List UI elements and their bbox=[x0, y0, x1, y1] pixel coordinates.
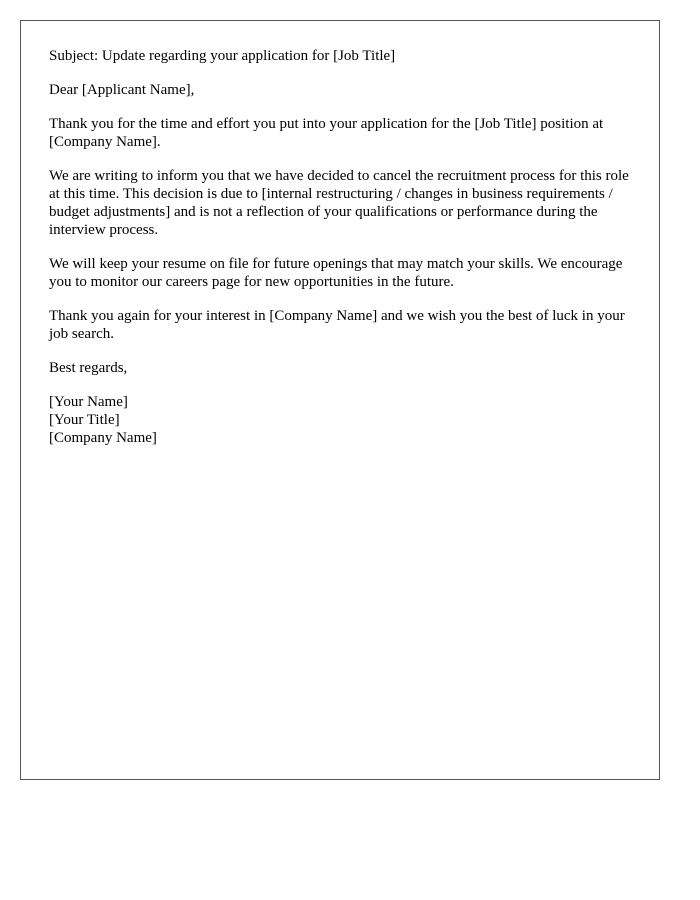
letter-paragraph-cancellation: We are writing to inform you that we have decided to cancel the recruitment process for this role at this time. This decision is due to [internal restructuring / changes in business requirements / budget adjustments] and is not a reflection of your qualifications or performance during the interview process. bbox=[49, 168, 629, 238]
letter-paragraph-resume: We will keep your resume on file for future openings that may match your skills. We encourage you to monitor our careers page for new opportunities in the future. bbox=[49, 256, 623, 290]
letter-closing: Best regards, bbox=[49, 360, 128, 376]
letter-salutation: Dear [Applicant Name], bbox=[49, 82, 195, 98]
letter-subject: Subject: Update regarding your application for [Job Title] bbox=[49, 48, 396, 64]
letter-paragraph-thanks: Thank you for the time and effort you put into your application for the [Job Title] position at [Company Name]. bbox=[49, 116, 604, 150]
signature-block bbox=[49, 393, 631, 447]
signature-name: [Your Name] bbox=[49, 394, 128, 410]
signature-title: [Your Title] bbox=[49, 412, 120, 428]
signature-company: [Company Name] bbox=[49, 430, 157, 446]
letter-paragraph-closing-thanks: Thank you again for your interest in [Company Name] and we wish you the best of luck in your job search. bbox=[49, 308, 625, 342]
letter-document bbox=[20, 20, 660, 780]
